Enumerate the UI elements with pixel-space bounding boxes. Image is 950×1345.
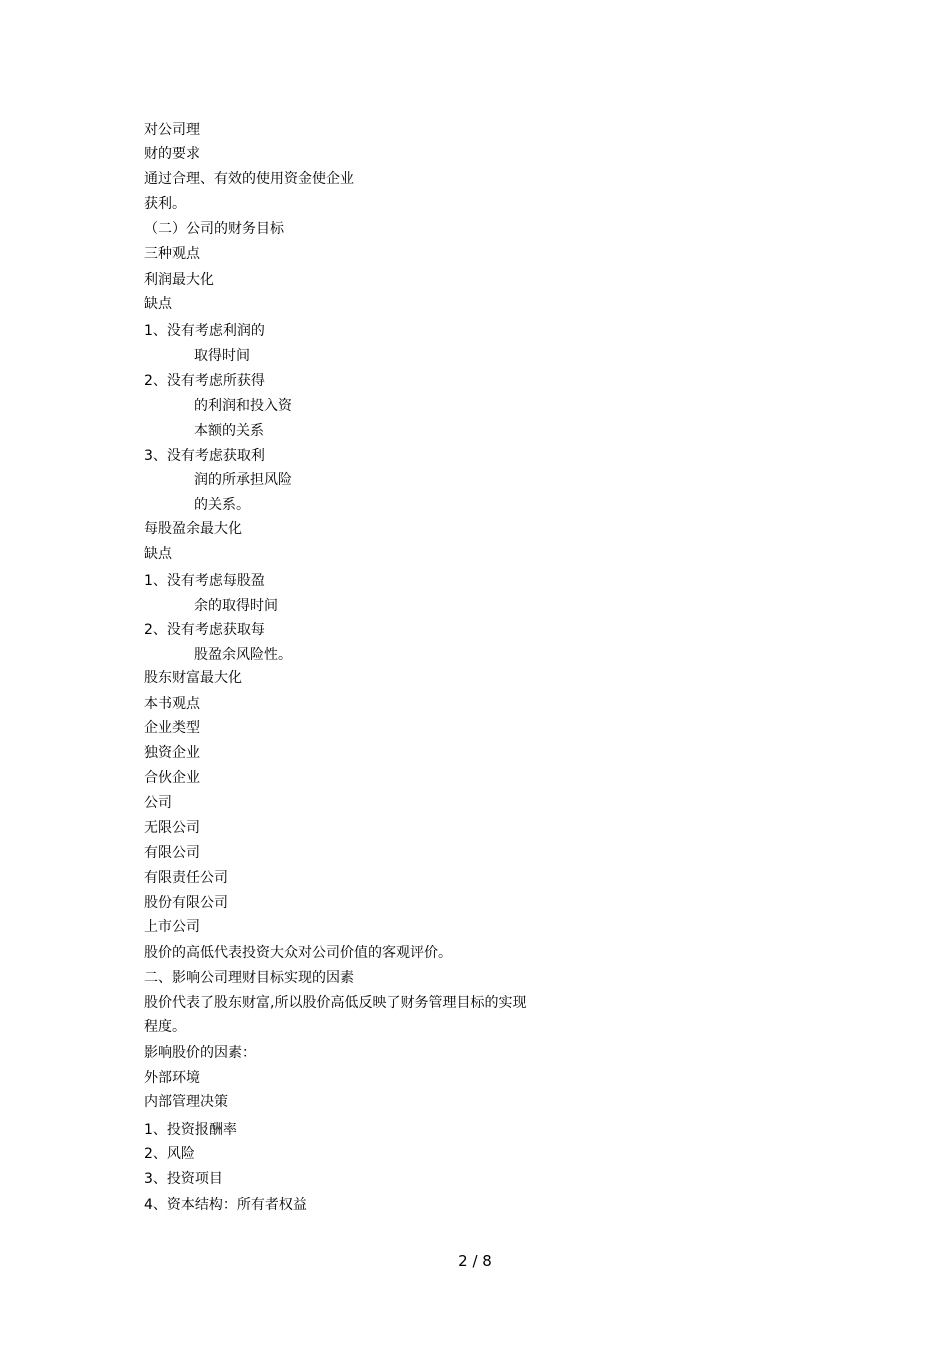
list-item-continuation: 股盈余风险性。 bbox=[194, 647, 292, 663]
text-line: 股份有限公司 bbox=[144, 895, 228, 911]
text-line: 有限公司 bbox=[144, 845, 200, 861]
text-line: 缺点 bbox=[144, 546, 172, 562]
text-line: 获利。 bbox=[144, 196, 186, 212]
text-line: 利润最大化 bbox=[144, 272, 214, 288]
text-line: 内部管理决策 bbox=[144, 1094, 228, 1110]
text-line: 外部环境 bbox=[144, 1070, 200, 1086]
text-line: 每股盈余最大化 bbox=[144, 521, 242, 537]
page-number: 2 / 8 bbox=[458, 1252, 492, 1270]
text-line: 股价代表了股东财富,所以股价高低反映了财务管理目标的实现 bbox=[144, 995, 527, 1011]
text-line: 本书观点 bbox=[144, 696, 200, 712]
list-item: 1、没有考虑每股盈 bbox=[144, 573, 265, 589]
section-heading: （二）公司的财务目标 bbox=[144, 221, 284, 237]
section-heading: 二、影响公司理财目标实现的因素 bbox=[144, 970, 354, 986]
text-line: 上市公司 bbox=[144, 919, 200, 935]
text-line: 合伙企业 bbox=[144, 770, 200, 786]
text-line: 通过合理、有效的使用资金使企业 bbox=[144, 171, 354, 187]
text-line: 无限公司 bbox=[144, 820, 200, 836]
text-line: 公司 bbox=[144, 795, 172, 811]
list-item: 2、没有考虑获取每 bbox=[144, 622, 265, 638]
text-line: 有限责任公司 bbox=[144, 870, 228, 886]
list-item-continuation: 余的取得时间 bbox=[194, 598, 278, 614]
list-item-continuation: 的利润和投入资 bbox=[194, 398, 292, 414]
text-line: 股价的高低代表投资大众对公司价值的客观评价。 bbox=[144, 945, 452, 961]
list-item-continuation: 取得时间 bbox=[194, 348, 250, 364]
text-line: 独资企业 bbox=[144, 745, 200, 761]
list-item-continuation: 本额的关系 bbox=[194, 423, 264, 439]
list-item-continuation: 润的所承担风险 bbox=[194, 472, 292, 488]
text-line: 企业类型 bbox=[144, 720, 200, 736]
text-line: 影响股价的因素： bbox=[144, 1045, 256, 1061]
text-line: 缺点 bbox=[144, 296, 172, 312]
list-item: 4、资本结构：所有者权益 bbox=[144, 1197, 307, 1213]
text-line: 财的要求 bbox=[144, 146, 200, 162]
list-item: 1、投资报酬率 bbox=[144, 1122, 237, 1138]
list-item: 1、没有考虑利润的 bbox=[144, 323, 265, 339]
text-line: 三种观点 bbox=[144, 246, 200, 262]
list-item: 2、没有考虑所获得 bbox=[144, 373, 265, 389]
list-item: 3、投资项目 bbox=[144, 1171, 223, 1187]
text-line: 对公司理 bbox=[144, 122, 200, 138]
text-line: 程度。 bbox=[144, 1019, 186, 1035]
list-item: 3、没有考虑获取利 bbox=[144, 448, 265, 464]
list-item: 2、风险 bbox=[144, 1146, 195, 1162]
text-line: 股东财富最大化 bbox=[144, 670, 242, 686]
list-item-continuation: 的关系。 bbox=[194, 497, 250, 513]
